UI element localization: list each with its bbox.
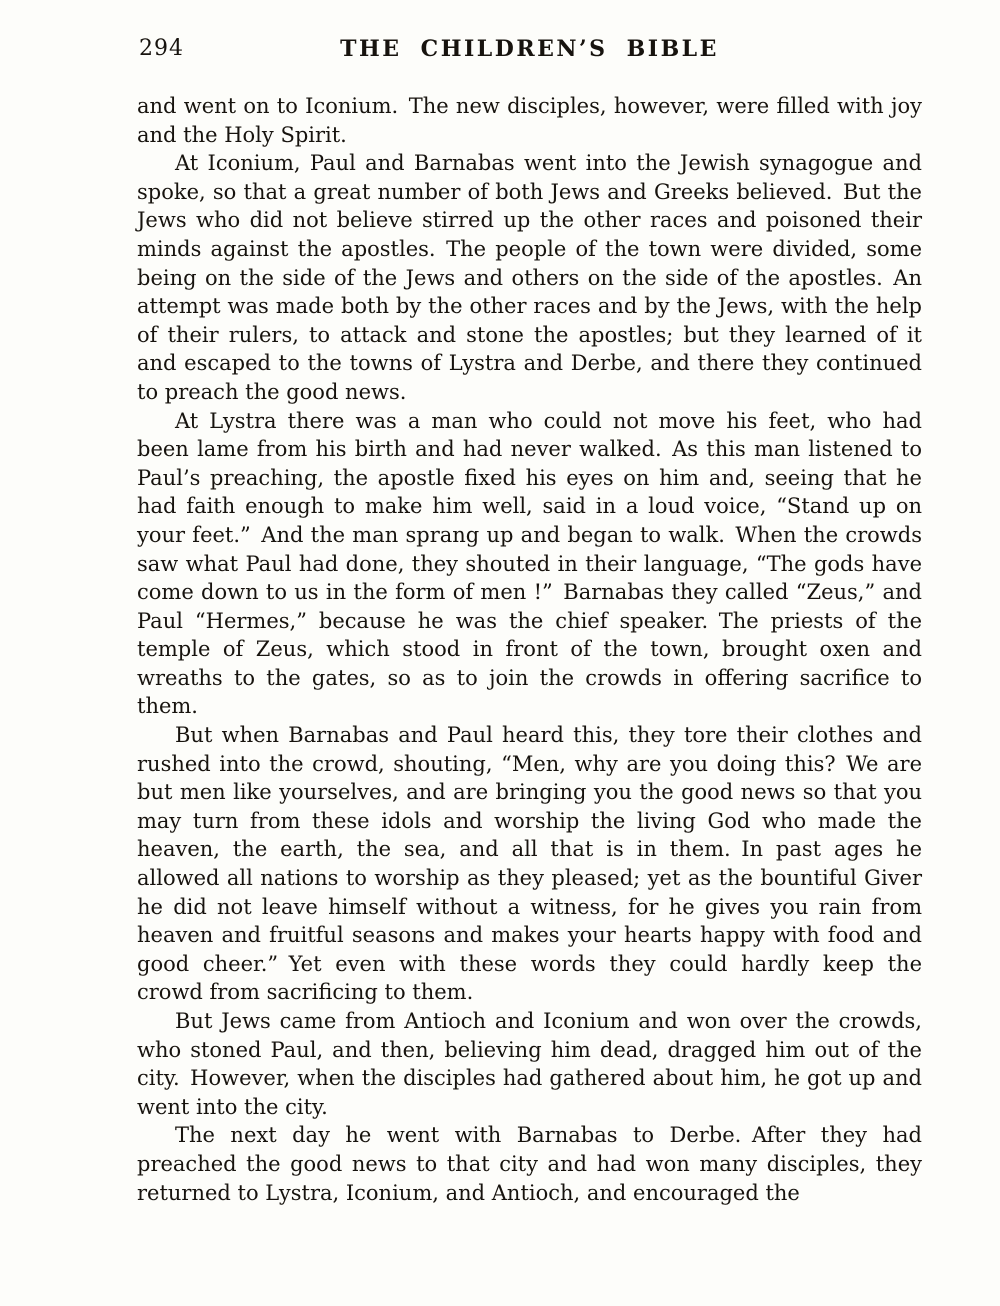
paragraph: and went on to Iconium. The new disciples, however, were filled with joy and the Holy Spirit. — [137, 94, 922, 147]
paragraph: At Iconium, Paul and Barnabas went into the Jewish synagogue and spoke, so that a great number of both Jews and Greeks believed. But the Jews who did not believe stirred up the other races and poisoned their minds against the apostles. The people of the town were divided, some being on the side of the Jews and others on the side of the apostles. An attempt was made both by the other races and by the Jews, with the help of their rulers, to attack and stone the apostles; but they learned of it and escaped to the towns of Lystra and Derbe, and there they continued to preach the good news. — [137, 151, 922, 404]
paragraph: But Jews came from Antioch and Iconium and won over the crowds, who stoned Paul, and then, believing him dead, dragged him out of the city. However, when the disciples had gathered about him, he got up and went into the city. — [137, 1009, 922, 1119]
page-header — [137, 34, 922, 80]
page-number: 294 — [139, 36, 184, 61]
paragraph: At Lystra there was a man who could not move his feet, who had been lame from his birth and had never walked. As this man listened to Paul’s preaching, the apostle fixed his eyes on him and, seeing that he had faith enough to make him well, said in a loud voice, “Stand up on your feet.” And the man sprang up and began to walk. When the crowds saw what Paul had done, they shouted in their language, “The gods have come down to us in the form of men !” Barnabas they called “Zeus,” and Paul “Hermes,” because he was the chief speaker. The priests of the temple of Zeus, which stood in front of the town, brought oxen and wreaths to the gates, so as to join the crowds in offering sacrifice to them. — [137, 408, 922, 719]
page-title: THE CHILDREN’S BIBLE — [340, 36, 719, 62]
page-body — [137, 92, 922, 1207]
paragraph: The next day he went with Barnabas to Derbe. After they had preached the good news to that city and had won many disciples, they returned to Lystra, Iconium, and Antioch, and encouraged the — [137, 1123, 922, 1205]
paragraph: But when Barnabas and Paul heard this, they tore their clothes and rushed into the crowd, shouting, “Men, why are you doing this? We are but men like yourselves, and are bringing you the good news so that you may turn from these idols and worship the living God who made the heaven, the earth, the sea, and all that is in them. In past ages he allowed all nations to worship as they pleased; yet as the bountiful Giver he did not leave himself without a witness, for he gives you rain from heaven and fruitful seasons and makes your hearts happy with food and good cheer.” Yet even with these words they could hardly keep the crowd from sacrificing to them. — [137, 723, 922, 1005]
